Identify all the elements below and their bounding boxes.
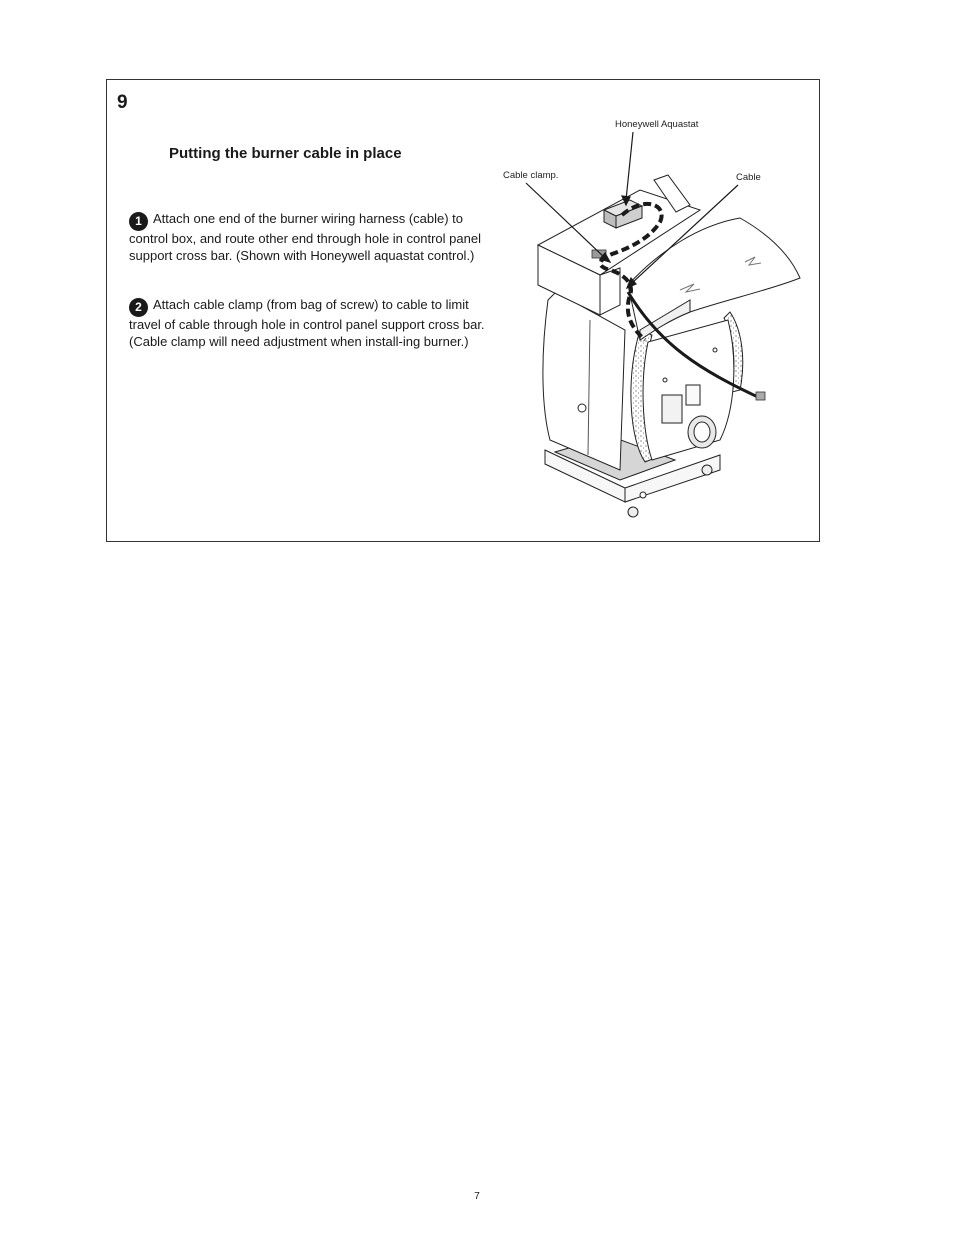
cabinet-left (543, 292, 625, 470)
step-bullet-1-icon: 1 (129, 212, 148, 231)
boiler-front (643, 320, 734, 460)
instruction-1 (129, 211, 489, 264)
callout-cable-clamp: Cable clamp. (503, 170, 559, 181)
callout-cable: Cable (736, 172, 761, 183)
instruction-1-text: Attach one end of the burner wiring harness (cable) to control box, and route other end through hole in control panel support cross bar. (Shown with Honeywell aquastat control.) (129, 211, 481, 263)
callout-aquastat: Honeywell Aquastat (615, 119, 699, 130)
section-title: Putting the burner cable in place (169, 145, 402, 162)
instruction-2-text: Attach cable clamp (from bag of screw) to cable to limit travel of cable through hole in control panel support cross bar. (Cable clamp will need adjustment when install-ing burner.) (129, 297, 485, 349)
step-bullet-2-icon: 2 (129, 298, 148, 317)
step-number: 9 (117, 92, 128, 113)
page-number: 7 (474, 1191, 480, 1202)
instruction-2 (129, 297, 489, 350)
